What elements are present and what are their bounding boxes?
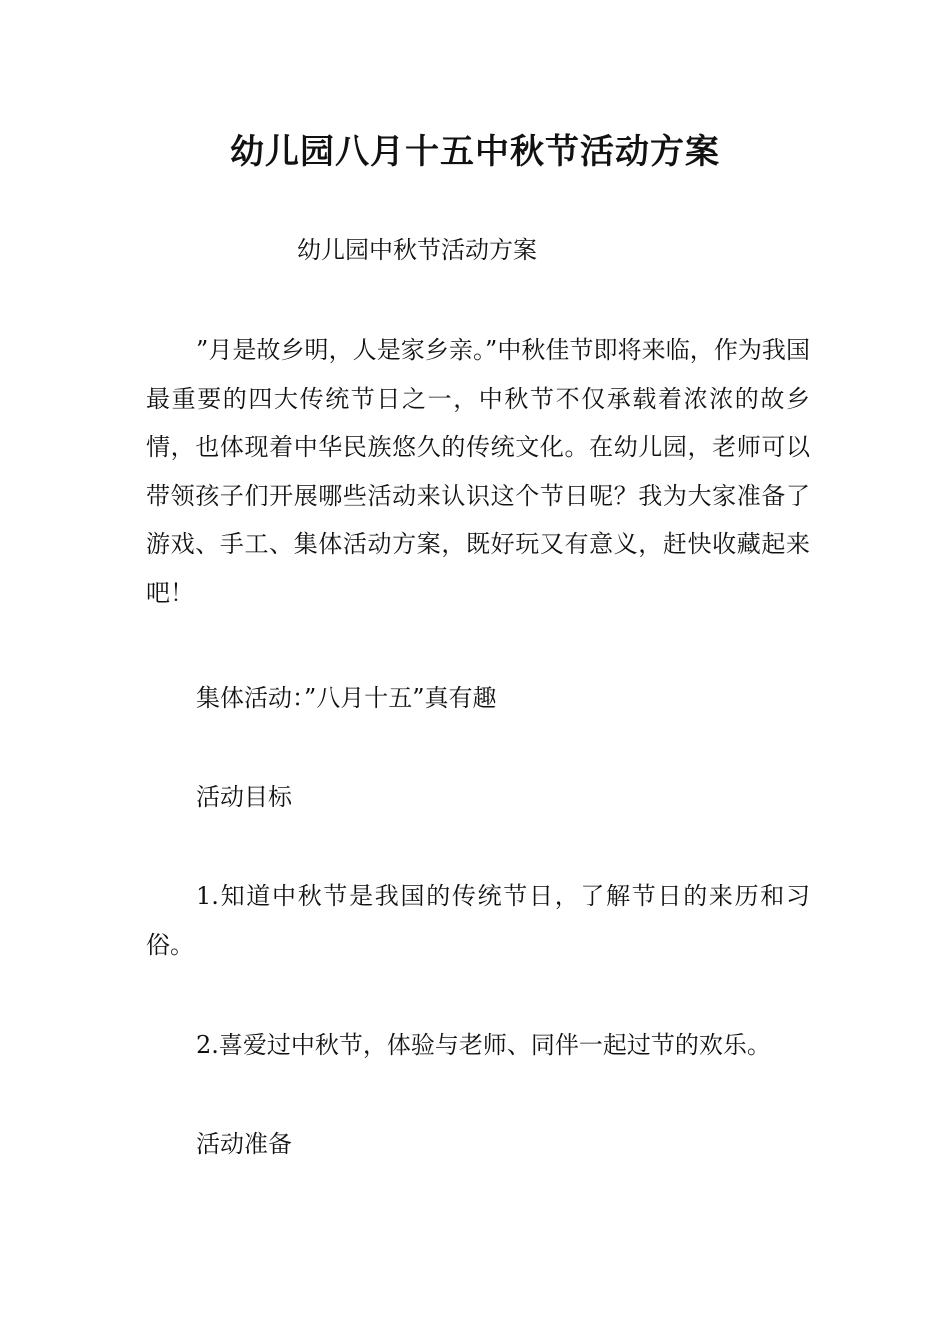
intro-paragraph: ”月是故乡明，人是家乡亲。”中秋佳节即将来临，作为我国最重要的四大传统节日之一，中秋节不仅承载着浓浓的故乡情，也体现着中华民族悠久的传统文化。在幼儿园，老师可以带领孩子们开展哪些活动来认识这个节日呢？我为大家准备了游戏、手工、集体活动方案，既好玩又有意义，赶快收藏起来吧！: [146, 336, 810, 607]
document-title: 幼儿园八月十五中秋节活动方案: [230, 132, 720, 172]
activity-heading: 集体活动：”八月十五”真有趣: [196, 684, 497, 712]
goal-item-1: 1.知道中秋节是我国的传统节日，了解节日的来历和习俗。: [146, 882, 810, 959]
goal-item-2: 2.喜爱过中秋节，体验与老师、同伴一起过节的欢乐。: [196, 1031, 771, 1059]
document-subtitle: 幼儿园中秋节活动方案: [297, 236, 537, 264]
goals-heading: 活动目标: [196, 783, 292, 811]
preparation-heading: 活动准备: [196, 1130, 292, 1158]
